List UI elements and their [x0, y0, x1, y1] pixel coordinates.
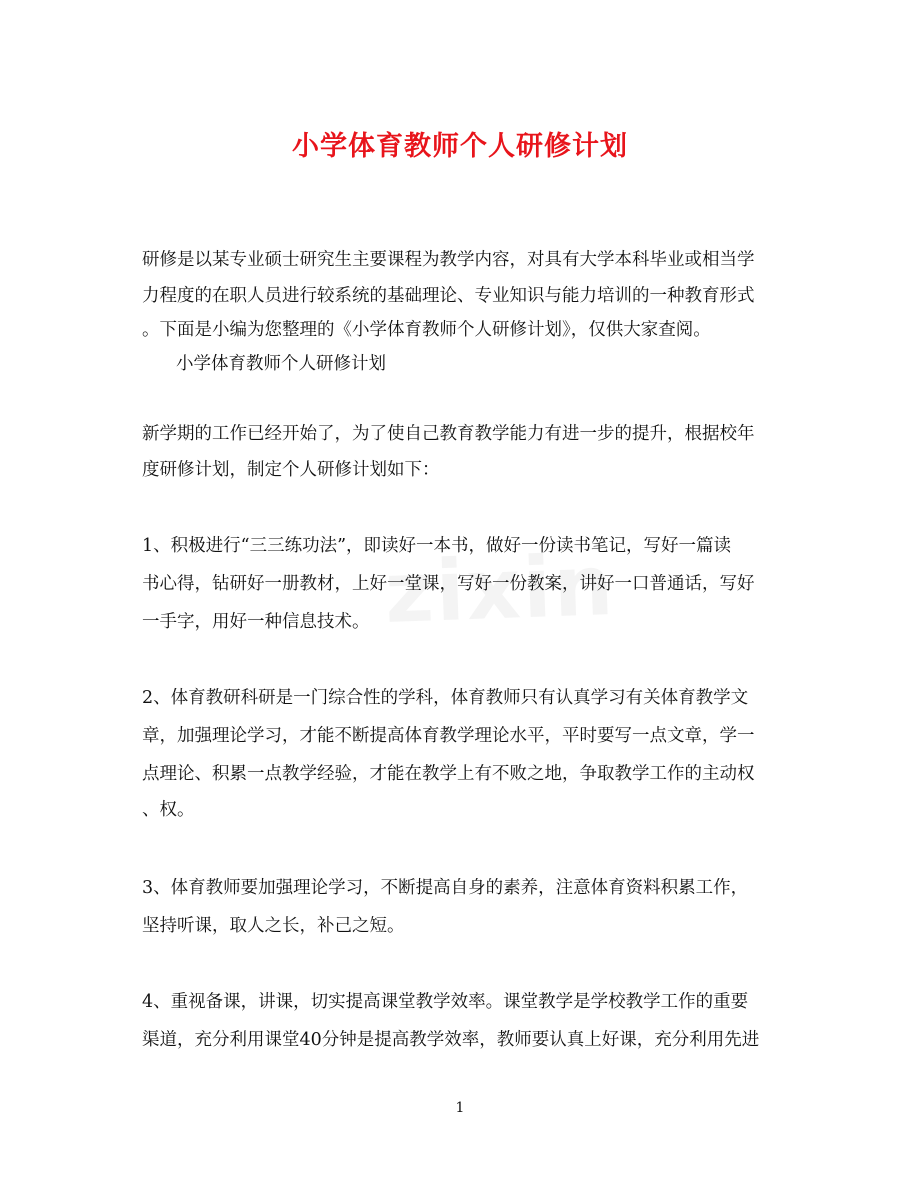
subtitle: 小学体育教师个人研修计划	[176, 354, 386, 374]
item4-line: 渠道，充分利用课堂40分钟是提高教学效率，教师要认真上好课，充分利用先进	[142, 1030, 760, 1050]
item2-line: 、权。	[142, 800, 195, 820]
item1-line: 书心得，钻研好一册教材，上好一堂课，写好一份教案，讲好一口普通话，写好	[142, 574, 755, 594]
item3-line: 坚持听课，取人之长，补己之短。	[142, 916, 405, 936]
page-number: 1	[455, 1100, 465, 1116]
item3-line: 3、体育教师要加强理论学习，不断提高自身的素养，注意体育资料积累工作，	[142, 878, 749, 898]
item1-line: 1、积极进行“三三练功法”，即读好一本书，做好一份读书笔记，写好一篇读	[142, 536, 732, 556]
intro-line: 。下面是小编为您整理的《小学体育教师个人研修计划》，仅供大家查阅。	[142, 320, 711, 340]
item2-line: 章，加强理论学习，才能不断提高体育教学理论水平，平时要写一点文章，学一	[142, 726, 755, 746]
item1-line: 一手字，用好一种信息技术。	[142, 612, 370, 632]
item2-line: 点理论、积累一点教学经验，才能在教学上有不败之地，争取教学工作的主动权	[142, 764, 755, 784]
para-line: 度研修计划，制定个人研修计划如下：	[142, 460, 440, 480]
para-line: 新学期的工作已经开始了，为了使自己教育教学能力有进一步的提升，根据校年	[142, 424, 755, 444]
intro-line: 研修是以某专业硕士研究生主要课程为教学内容，对具有大学本科毕业或相当学	[142, 250, 755, 270]
intro-line: 力程度的在职人员进行较系统的基础理论、专业知识与能力培训的一种教育形式	[142, 286, 755, 306]
item2-line: 2、体育教研科研是一门综合性的学科，体育教师只有认真学习有关体育教学文	[142, 688, 749, 708]
document-title: 小学体育教师个人研修计划	[292, 131, 628, 162]
item4-line: 4、重视备课，讲课，切实提高课堂教学效率。课堂教学是学校教学工作的重要	[142, 992, 749, 1012]
